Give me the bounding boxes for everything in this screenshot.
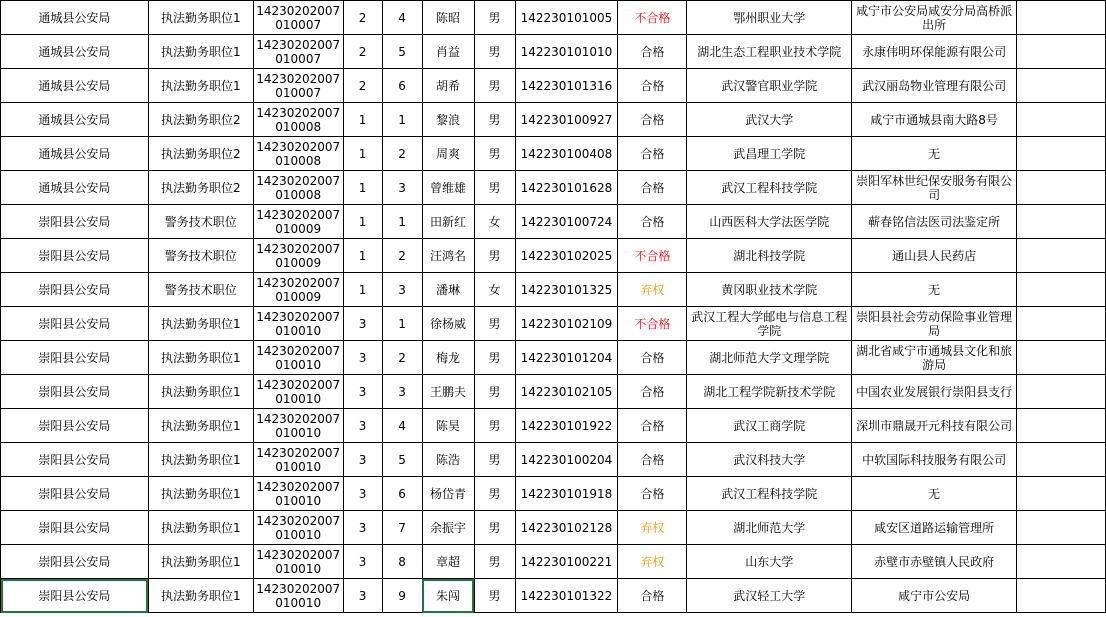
gender-cell[interactable]: 男 xyxy=(474,477,515,511)
employer-cell[interactable]: 赤壁市赤壁镇人民政府 xyxy=(852,545,1017,579)
quota-cell[interactable]: 1 xyxy=(343,103,382,137)
school-cell[interactable]: 湖北科技学院 xyxy=(687,239,852,273)
table-row xyxy=(1,137,1106,171)
exam-id-cell[interactable]: 142230101010 xyxy=(515,35,618,69)
position-code-cell[interactable]: 14230202007010008 xyxy=(253,171,343,205)
unit-cell[interactable]: 通城县公安局 xyxy=(1,103,149,137)
employer-cell[interactable]: 湖北省咸宁市通城县文化和旅游局 xyxy=(852,341,1017,375)
exam-id-cell[interactable]: 142230101316 xyxy=(515,69,618,103)
employer-cell[interactable]: 咸宁市通城县南大路8号 xyxy=(852,103,1017,137)
result-cell[interactable]: 合格 xyxy=(618,409,687,443)
table-row xyxy=(1,239,1106,273)
result-cell[interactable]: 合格 xyxy=(618,205,687,239)
name-cell[interactable]: 章超 xyxy=(422,545,474,579)
position-code-cell[interactable]: 14230202007010010 xyxy=(253,341,343,375)
school-cell[interactable]: 武汉轻工大学 xyxy=(687,579,852,613)
school-cell[interactable]: 武汉科技大学 xyxy=(687,443,852,477)
result-cell[interactable]: 不合格 xyxy=(618,1,687,35)
employer-cell[interactable]: 无 xyxy=(852,137,1017,171)
position-code-cell[interactable]: 14230202007010007 xyxy=(253,69,343,103)
school-cell[interactable]: 湖北生态工程职业技术学院 xyxy=(687,35,852,69)
unit-cell[interactable]: 通城县公安局 xyxy=(1,1,149,35)
exam-id-cell[interactable]: 142230101325 xyxy=(515,273,618,307)
rank-cell[interactable]: 6 xyxy=(382,69,422,103)
unit-cell[interactable]: 崇阳县公安局 xyxy=(1,477,149,511)
blank-cell[interactable] xyxy=(1016,273,1105,307)
table-row xyxy=(1,69,1106,103)
employer-cell[interactable]: 咸宁市公安局咸安分局高桥派出所 xyxy=(852,1,1017,35)
name-cell[interactable]: 汪鸿名 xyxy=(422,239,474,273)
unit-cell[interactable]: 通城县公安局 xyxy=(1,69,149,103)
exam-id-cell[interactable]: 142230101918 xyxy=(515,477,618,511)
blank-cell[interactable] xyxy=(1016,171,1105,205)
employer-cell[interactable]: 中软国际科技服务有限公司 xyxy=(852,443,1017,477)
position-cell[interactable]: 执法勤务职位1 xyxy=(148,409,253,443)
result-cell[interactable]: 合格 xyxy=(618,341,687,375)
employer-cell[interactable]: 武汉丽岛物业管理有限公司 xyxy=(852,69,1017,103)
unit-cell[interactable]: 崇阳县公安局 xyxy=(1,341,149,375)
quota-cell[interactable]: 1 xyxy=(343,205,382,239)
rank-cell[interactable]: 4 xyxy=(382,409,422,443)
employer-cell[interactable]: 通山县人民药店 xyxy=(852,239,1017,273)
gender-cell[interactable]: 男 xyxy=(474,341,515,375)
blank-cell[interactable] xyxy=(1016,1,1105,35)
result-cell[interactable]: 合格 xyxy=(618,477,687,511)
rank-cell[interactable]: 2 xyxy=(382,137,422,171)
result-cell[interactable]: 不合格 xyxy=(618,239,687,273)
name-cell[interactable]: 徐杨威 xyxy=(422,307,474,341)
blank-cell[interactable] xyxy=(1016,477,1105,511)
employer-cell[interactable]: 深圳市鼎晟开元科技有限公司 xyxy=(852,409,1017,443)
rank-cell[interactable]: 3 xyxy=(382,375,422,409)
exam-id-cell[interactable]: 142230101005 xyxy=(515,1,618,35)
exam-id-cell[interactable]: 142230101922 xyxy=(515,409,618,443)
unit-cell[interactable]: 通城县公安局 xyxy=(1,137,149,171)
name-cell[interactable]: 潘琳 xyxy=(422,273,474,307)
position-cell[interactable]: 执法勤务职位2 xyxy=(148,103,253,137)
position-cell[interactable]: 执法勤务职位1 xyxy=(148,477,253,511)
name-cell[interactable]: 周爽 xyxy=(422,137,474,171)
quota-cell[interactable]: 3 xyxy=(343,341,382,375)
result-cell[interactable]: 合格 xyxy=(618,375,687,409)
rank-cell[interactable]: 6 xyxy=(382,477,422,511)
name-cell[interactable]: 陈昭 xyxy=(422,1,474,35)
blank-cell[interactable] xyxy=(1016,307,1105,341)
table-row xyxy=(1,511,1106,545)
employer-cell[interactable]: 崇阳县社会劳动保险事业管理局 xyxy=(852,307,1017,341)
employer-cell[interactable]: 咸宁市公安局 xyxy=(852,579,1017,613)
position-code-cell[interactable]: 14230202007010010 xyxy=(253,545,343,579)
unit-cell[interactable]: 崇阳县公安局 xyxy=(1,273,149,307)
exam-id-cell[interactable]: 142230102109 xyxy=(515,307,618,341)
blank-cell[interactable] xyxy=(1016,443,1105,477)
rank-cell[interactable]: 1 xyxy=(382,205,422,239)
blank-cell[interactable] xyxy=(1016,205,1105,239)
exam-id-cell[interactable]: 142230100204 xyxy=(515,443,618,477)
unit-cell[interactable]: 崇阳县公安局 xyxy=(1,307,149,341)
quota-cell[interactable]: 3 xyxy=(343,409,382,443)
school-cell[interactable]: 武汉大学 xyxy=(687,103,852,137)
blank-cell[interactable] xyxy=(1016,341,1105,375)
name-cell[interactable]: 王鹏夫 xyxy=(422,375,474,409)
school-cell[interactable]: 湖北工程学院新技术学院 xyxy=(687,375,852,409)
position-cell[interactable]: 执法勤务职位1 xyxy=(148,511,253,545)
gender-cell[interactable]: 男 xyxy=(474,579,515,613)
name-cell[interactable]: 田新红 xyxy=(422,205,474,239)
gender-cell[interactable]: 男 xyxy=(474,103,515,137)
rank-cell[interactable]: 9 xyxy=(382,579,422,613)
result-cell[interactable]: 不合格 xyxy=(618,307,687,341)
rank-cell[interactable]: 4 xyxy=(382,1,422,35)
exam-id-cell[interactable]: 142230101204 xyxy=(515,341,618,375)
unit-cell[interactable]: 崇阳县公安局 xyxy=(1,375,149,409)
quota-cell[interactable]: 1 xyxy=(343,171,382,205)
rank-cell[interactable]: 3 xyxy=(382,273,422,307)
school-cell[interactable]: 湖北师范大学 xyxy=(687,511,852,545)
blank-cell[interactable] xyxy=(1016,579,1105,613)
exam-id-cell[interactable]: 142230101322 xyxy=(515,579,618,613)
result-cell[interactable]: 合格 xyxy=(618,443,687,477)
gender-cell[interactable]: 男 xyxy=(474,443,515,477)
position-code-cell[interactable]: 14230202007010009 xyxy=(253,273,343,307)
rank-cell[interactable]: 7 xyxy=(382,511,422,545)
position-cell[interactable]: 执法勤务职位1 xyxy=(148,35,253,69)
quota-cell[interactable]: 3 xyxy=(343,375,382,409)
quota-cell[interactable]: 1 xyxy=(343,137,382,171)
school-cell[interactable]: 武汉工商学院 xyxy=(687,409,852,443)
blank-cell[interactable] xyxy=(1016,545,1105,579)
position-code-cell[interactable]: 14230202007010010 xyxy=(253,477,343,511)
gender-cell[interactable]: 女 xyxy=(474,205,515,239)
name-cell[interactable]: 陈浩 xyxy=(422,443,474,477)
table-row xyxy=(1,579,1106,613)
table-row xyxy=(1,205,1106,239)
blank-cell[interactable] xyxy=(1016,103,1105,137)
position-cell[interactable]: 警务技术职位 xyxy=(148,239,253,273)
position-cell[interactable]: 执法勤务职位1 xyxy=(148,307,253,341)
result-cell[interactable]: 弃权 xyxy=(618,545,687,579)
rank-cell[interactable]: 8 xyxy=(382,545,422,579)
position-code-cell[interactable]: 14230202007010010 xyxy=(253,307,343,341)
position-cell[interactable]: 执法勤务职位1 xyxy=(148,579,253,613)
employer-cell[interactable]: 永康伟明环保能源有限公司 xyxy=(852,35,1017,69)
quota-cell[interactable]: 3 xyxy=(343,307,382,341)
gender-cell[interactable]: 男 xyxy=(474,171,515,205)
unit-cell[interactable]: 崇阳县公安局 xyxy=(1,511,149,545)
quota-cell[interactable]: 2 xyxy=(343,69,382,103)
rank-cell[interactable]: 1 xyxy=(382,307,422,341)
position-code-cell[interactable]: 14230202007010008 xyxy=(253,103,343,137)
position-cell[interactable]: 执法勤务职位2 xyxy=(148,171,253,205)
gender-cell[interactable]: 男 xyxy=(474,409,515,443)
school-cell[interactable]: 武汉工程科技学院 xyxy=(687,477,852,511)
name-cell[interactable]: 陈昊 xyxy=(422,409,474,443)
name-cell[interactable]: 黎浪 xyxy=(422,103,474,137)
gender-cell[interactable]: 男 xyxy=(474,1,515,35)
position-cell[interactable]: 执法勤务职位1 xyxy=(148,545,253,579)
gender-cell[interactable]: 男 xyxy=(474,239,515,273)
gender-cell[interactable]: 男 xyxy=(474,511,515,545)
gender-cell[interactable]: 男 xyxy=(474,307,515,341)
blank-cell[interactable] xyxy=(1016,409,1105,443)
position-cell[interactable]: 执法勤务职位2 xyxy=(148,137,253,171)
name-cell[interactable]: 余振宇 xyxy=(422,511,474,545)
rank-cell[interactable]: 2 xyxy=(382,341,422,375)
position-cell[interactable]: 执法勤务职位1 xyxy=(148,375,253,409)
result-cell[interactable]: 合格 xyxy=(618,35,687,69)
rank-cell[interactable]: 5 xyxy=(382,443,422,477)
position-code-cell[interactable]: 14230202007010008 xyxy=(253,137,343,171)
gender-cell[interactable]: 男 xyxy=(474,545,515,579)
rank-cell[interactable]: 1 xyxy=(382,103,422,137)
table-row xyxy=(1,103,1106,137)
position-code-cell[interactable]: 14230202007010009 xyxy=(253,205,343,239)
name-cell[interactable]: 朱闯 xyxy=(422,579,474,613)
blank-cell[interactable] xyxy=(1016,239,1105,273)
position-cell[interactable]: 执法勤务职位1 xyxy=(148,341,253,375)
position-cell[interactable]: 警务技术职位 xyxy=(148,273,253,307)
result-cell[interactable]: 弃权 xyxy=(618,511,687,545)
blank-cell[interactable] xyxy=(1016,375,1105,409)
table-row xyxy=(1,375,1106,409)
quota-cell[interactable]: 3 xyxy=(343,443,382,477)
school-cell[interactable]: 武汉工程科技学院 xyxy=(687,171,852,205)
employer-cell[interactable]: 咸安区道路运输管理所 xyxy=(852,511,1017,545)
school-cell[interactable]: 湖北师范大学文理学院 xyxy=(687,341,852,375)
quota-cell[interactable]: 3 xyxy=(343,545,382,579)
school-cell[interactable]: 鄂州职业大学 xyxy=(687,1,852,35)
exam-id-cell[interactable]: 142230100724 xyxy=(515,205,618,239)
blank-cell[interactable] xyxy=(1016,137,1105,171)
table-row xyxy=(1,341,1106,375)
employer-cell[interactable]: 无 xyxy=(852,273,1017,307)
employer-cell[interactable]: 蕲春铭信法医司法鉴定所 xyxy=(852,205,1017,239)
blank-cell[interactable] xyxy=(1016,35,1105,69)
unit-cell[interactable]: 通城县公安局 xyxy=(1,171,149,205)
position-code-cell[interactable]: 14230202007010010 xyxy=(253,375,343,409)
position-code-cell[interactable]: 14230202007010007 xyxy=(253,1,343,35)
employer-cell[interactable]: 无 xyxy=(852,477,1017,511)
gender-cell[interactable]: 男 xyxy=(474,375,515,409)
table-row xyxy=(1,171,1106,205)
unit-cell[interactable]: 崇阳县公安局 xyxy=(1,239,149,273)
position-cell[interactable]: 警务技术职位 xyxy=(148,205,253,239)
unit-cell[interactable]: 通城县公安局 xyxy=(1,35,149,69)
exam-id-cell[interactable]: 142230100927 xyxy=(515,103,618,137)
gender-cell[interactable]: 男 xyxy=(474,35,515,69)
result-cell[interactable]: 弃权 xyxy=(618,273,687,307)
employer-cell[interactable]: 中国农业发展银行崇阳县支行 xyxy=(852,375,1017,409)
table-row xyxy=(1,409,1106,443)
school-cell[interactable]: 山西医科大学法医学院 xyxy=(687,205,852,239)
exam-id-cell[interactable]: 142230101628 xyxy=(515,171,618,205)
name-cell[interactable]: 杨岱青 xyxy=(422,477,474,511)
employer-cell[interactable]: 崇阳军林世纪保安服务有限公司 xyxy=(852,171,1017,205)
rank-cell[interactable]: 2 xyxy=(382,239,422,273)
position-code-cell[interactable]: 14230202007010009 xyxy=(253,239,343,273)
gender-cell[interactable]: 女 xyxy=(474,273,515,307)
position-code-cell[interactable]: 14230202007010010 xyxy=(253,409,343,443)
table-row xyxy=(1,35,1106,69)
unit-cell[interactable]: 崇阳县公安局 xyxy=(1,579,149,613)
table-row xyxy=(1,307,1106,341)
school-cell[interactable]: 武昌理工学院 xyxy=(687,137,852,171)
unit-cell[interactable]: 崇阳县公安局 xyxy=(1,205,149,239)
unit-cell[interactable]: 崇阳县公安局 xyxy=(1,443,149,477)
position-code-cell[interactable]: 14230202007010010 xyxy=(253,443,343,477)
quota-cell[interactable]: 2 xyxy=(343,35,382,69)
table-row xyxy=(1,1,1106,35)
quota-cell[interactable]: 3 xyxy=(343,579,382,613)
table-row xyxy=(1,273,1106,307)
quota-cell[interactable]: 1 xyxy=(343,239,382,273)
exam-id-cell[interactable]: 142230102105 xyxy=(515,375,618,409)
unit-cell[interactable]: 崇阳县公安局 xyxy=(1,545,149,579)
name-cell[interactable]: 肖益 xyxy=(422,35,474,69)
quota-cell[interactable]: 1 xyxy=(343,273,382,307)
position-code-cell[interactable]: 14230202007010007 xyxy=(253,35,343,69)
result-cell[interactable]: 合格 xyxy=(618,103,687,137)
exam-id-cell[interactable]: 142230102128 xyxy=(515,511,618,545)
result-cell[interactable]: 合格 xyxy=(618,69,687,103)
position-code-cell[interactable]: 14230202007010010 xyxy=(253,579,343,613)
exam-id-cell[interactable]: 142230100221 xyxy=(515,545,618,579)
blank-cell[interactable] xyxy=(1016,69,1105,103)
quota-cell[interactable]: 2 xyxy=(343,1,382,35)
rank-cell[interactable]: 5 xyxy=(382,35,422,69)
result-cell[interactable]: 合格 xyxy=(618,137,687,171)
name-cell[interactable]: 梅龙 xyxy=(422,341,474,375)
position-cell[interactable]: 执法勤务职位1 xyxy=(148,1,253,35)
gender-cell[interactable]: 男 xyxy=(474,69,515,103)
school-cell[interactable]: 山东大学 xyxy=(687,545,852,579)
table-row xyxy=(1,545,1106,579)
result-cell[interactable]: 合格 xyxy=(618,579,687,613)
unit-cell[interactable]: 崇阳县公安局 xyxy=(1,409,149,443)
school-cell[interactable]: 武汉工程大学邮电与信息工程学院 xyxy=(687,307,852,341)
blank-cell[interactable] xyxy=(1016,511,1105,545)
position-cell[interactable]: 执法勤务职位1 xyxy=(148,443,253,477)
table-row xyxy=(1,477,1106,511)
exam-id-cell[interactable]: 142230100408 xyxy=(515,137,618,171)
position-code-cell[interactable]: 14230202007010010 xyxy=(253,511,343,545)
exam-id-cell[interactable]: 142230102025 xyxy=(515,239,618,273)
school-cell[interactable]: 武汉警官职业学院 xyxy=(687,69,852,103)
name-cell[interactable]: 曾维雄 xyxy=(422,171,474,205)
school-cell[interactable]: 黄冈职业技术学院 xyxy=(687,273,852,307)
quota-cell[interactable]: 3 xyxy=(343,477,382,511)
position-cell[interactable]: 执法勤务职位1 xyxy=(148,69,253,103)
rank-cell[interactable]: 3 xyxy=(382,171,422,205)
result-cell[interactable]: 合格 xyxy=(618,171,687,205)
name-cell[interactable]: 胡希 xyxy=(422,69,474,103)
gender-cell[interactable]: 男 xyxy=(474,137,515,171)
quota-cell[interactable]: 3 xyxy=(343,511,382,545)
table-row xyxy=(1,443,1106,477)
